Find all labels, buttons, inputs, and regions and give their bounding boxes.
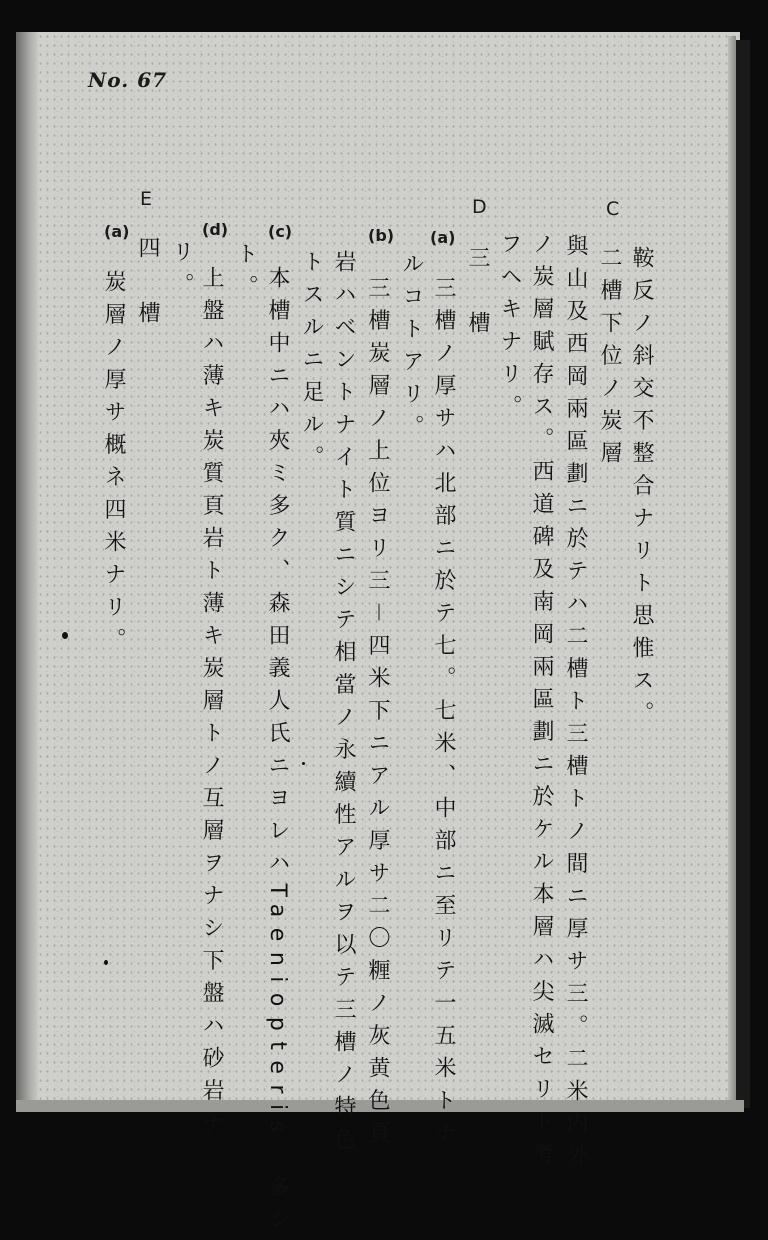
ink-speck xyxy=(62,632,68,639)
section-heading-e: E xyxy=(140,188,153,210)
text-column: 三槽ノ厚サハ北部ニ於テ七。七米、中部ニ至リテ一五米トナ xyxy=(431,276,456,1154)
item-label-d: (d) xyxy=(202,220,229,239)
item-label-a-second: (a) xyxy=(104,222,130,241)
section-heading-d: D xyxy=(472,196,487,218)
item-label-b: (b) xyxy=(368,226,395,245)
text-column: ノ炭層賦存ス。西道碑及南岡兩區劃ニ於ケル本層ハ尖滅セリト考 xyxy=(529,232,554,1175)
text-column: 本槽中ニハ夾ミ多ク、森田義人氏ニヨレハTaeniopteris 多シ xyxy=(265,266,290,1240)
text-column: 鞍反ノ斜交不整合ナリト思惟ス。 xyxy=(629,246,654,734)
text-column: 三 槽 xyxy=(465,246,490,344)
page-number: No. 67 xyxy=(88,68,168,92)
item-label-c: (c) xyxy=(268,222,293,241)
book-spine xyxy=(736,40,750,1108)
page-edge-shadow xyxy=(16,32,38,1108)
text-column: 與山及西岡兩區劃ニ於テハ二槽ト三槽トノ間ニ厚サ三。二米内外 xyxy=(563,234,588,1177)
text-column: ト。 xyxy=(233,242,258,307)
section-heading-c: C xyxy=(606,198,620,220)
text-column: トスルニ足ル。 xyxy=(299,250,324,478)
item-label-a: (a) xyxy=(430,228,456,247)
text-column: ルコトアリ。 xyxy=(399,252,424,447)
text-column: 四 槽 xyxy=(135,236,160,334)
text-column: 二槽下位ノ炭層 xyxy=(597,246,622,474)
text-column: 岩ハベントナイト質ニシテ相當ノ永續性アルヲ以テ三槽ノ特色 xyxy=(331,250,356,1160)
text-column: リ。 xyxy=(169,240,194,305)
ink-speck xyxy=(302,762,305,765)
text-column: 上盤ハ薄キ炭質頁岩ト薄キ炭層トノ互層ヲナシ下盤ハ砂岩ナ xyxy=(199,266,224,1144)
spine-highlight xyxy=(728,36,736,1106)
text-column: フヘキナリ。 xyxy=(497,232,522,427)
text-column: 三槽炭層ノ上位ヨリ三－四米下ニアル厚サ二〇糎ノ灰黄色頁 xyxy=(365,276,390,1154)
text-column: 炭層ノ厚サ概ネ四米ナリ。 xyxy=(101,270,126,660)
ink-speck xyxy=(104,960,108,965)
